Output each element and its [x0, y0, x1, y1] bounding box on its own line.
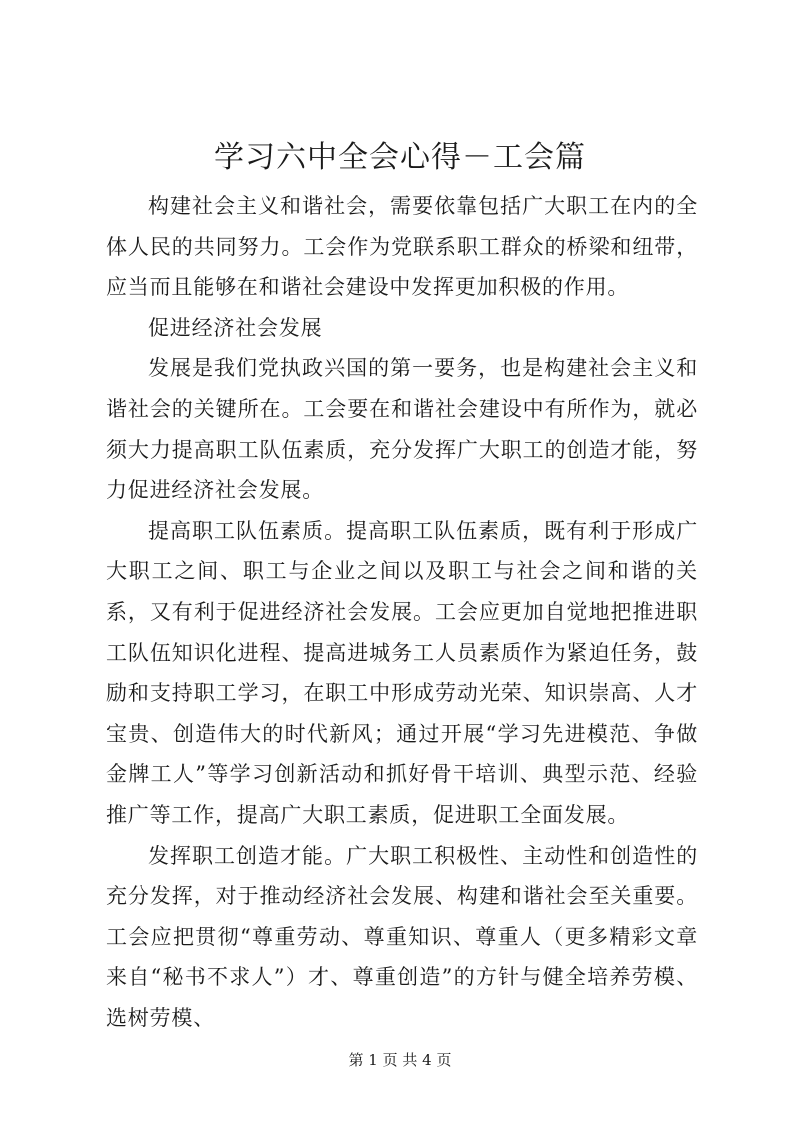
paragraph-intro: 构建社会主义和谐社会，需要依靠包括广大职工在内的全体人民的共同努力。工会作为党联系职工群众的桥梁和纽带，应当而且能够在和谐社会建设中发挥更加积极的作用。: [106, 194, 698, 300]
section-heading-economic-development: 促进经济社会发展: [148, 315, 323, 340]
document-body: [106, 186, 698, 1038]
document-title: 学习六中全会心得－工会篇: [214, 140, 586, 175]
paragraph-worker-creativity: 发挥职工创造才能。广大职工积极性、主动性和创造性的充分发挥，对于推动经济社会发展、构建和谐社会至关重要。工会应把贯彻“尊重劳动、尊重知识、尊重人（更多精彩文章来自“秘书不求人”）才、尊重创造”的方针与健全培养劳模、选树劳模、: [106, 843, 698, 1030]
paragraph-development: 发展是我们党执政兴国的第一要务，也是构建社会主义和谐社会的关键所在。工会要在和谐社会建设中有所作为，就必须大力提高职工队伍素质，充分发挥广大职工的创造才能，努力促进经济社会发展。: [106, 356, 698, 503]
paragraph-workforce-quality: 提高职工队伍素质。提高职工队伍素质，既有利于形成广大职工之间、职工与企业之间以及职工与社会之间和谐的关系，又有利于促进经济社会发展。工会应更加自觉地把推进职工队伍知识化进程、提高进城务工人员素质作为紧迫任务，鼓励和支持职工学习，在职工中形成劳动光荣、知识崇高、人才宝贵、创造伟大的时代新风；通过开展“学习先进模范、争做金牌工人”等学习创新活动和抓好骨干培训、典型示范、经验推广等工作，提高广大职工素质，促进职工全面发展。: [106, 518, 698, 827]
page-footer: 第 1 页 共 4 页: [348, 1051, 452, 1069]
